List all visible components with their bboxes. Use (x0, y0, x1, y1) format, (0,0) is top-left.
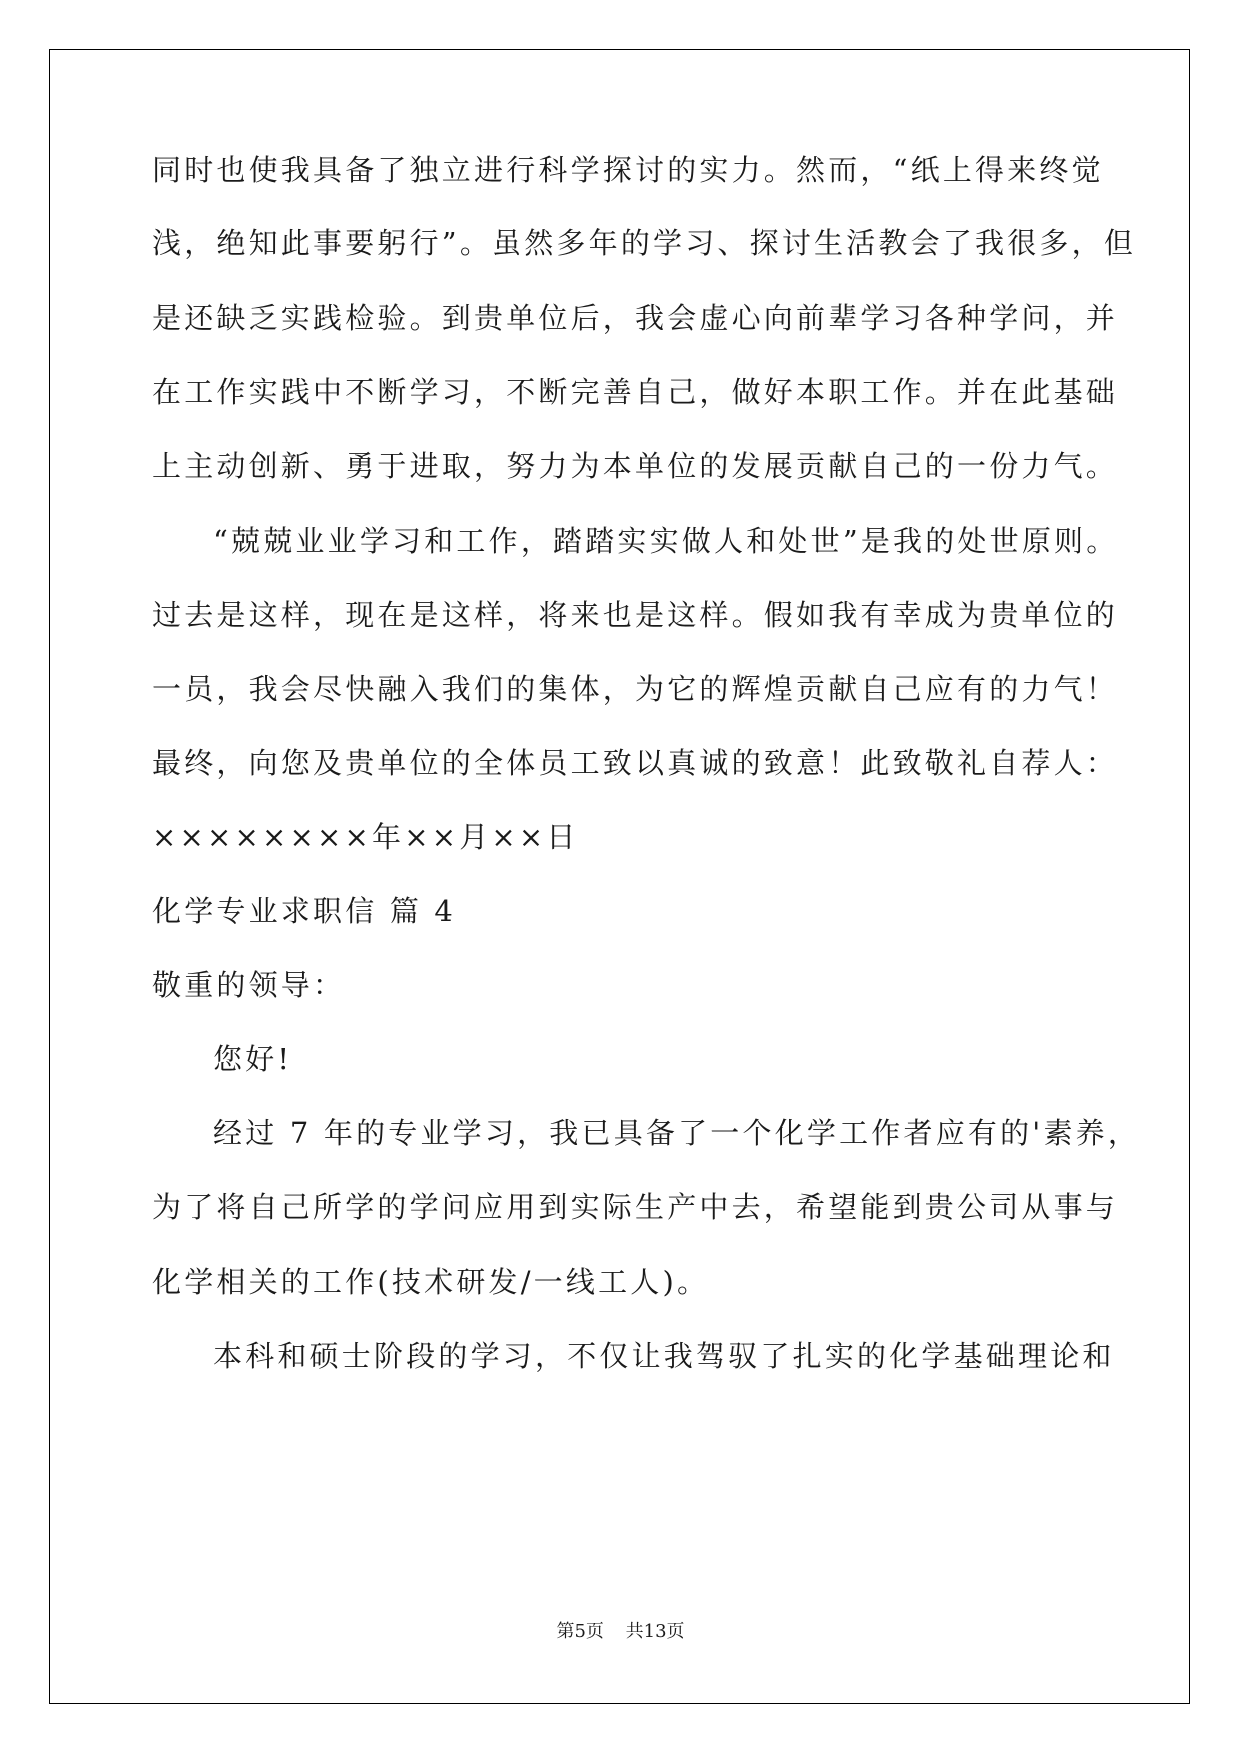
greeting: 您好! (213, 1042, 293, 1076)
paragraph-line: 是还缺乏实践检验。到贵单位后，我会虚心向前辈学习各种学问，并 (152, 301, 1119, 335)
paragraph-line: 在工作实践中不断学习，不断完善自己，做好本职工作。并在此基础 (152, 375, 1119, 409)
date-line: ××××××××年××月××日 (152, 820, 579, 854)
paragraph-line: 一员，我会尽快融入我们的集体，为它的辉煌贡献自己应有的力气！ (152, 672, 1119, 706)
salutation: 敬重的领导： (152, 968, 346, 1002)
page-number: 第5页 (556, 1621, 604, 1642)
page-border (49, 49, 1190, 1704)
section-heading: 化学专业求职信 篇 4 (152, 894, 457, 928)
page-total: 共13页 (625, 1621, 685, 1642)
paragraph-line: 上主动创新、勇于进取，努力为本单位的发展贡献自己的一份力气。 (152, 449, 1119, 483)
paragraph-line: 为了将自己所学的学问应用到实际生产中去，希望能到贵公司从事与 (152, 1190, 1119, 1224)
paragraph-line: “兢兢业业学习和工作，踏踏实实做人和处世”是我的处世原则。 (213, 524, 1119, 558)
paragraph-line: 经过 7 年的专业学习，我已具备了一个化学工作者应有的'素养， (213, 1116, 1141, 1150)
paragraph-line: 浅，绝知此事要躬行”。虽然多年的学习、探讨生活教会了我很多，但 (152, 226, 1137, 260)
paragraph-line: 化学相关的工作(技术研发/一线工人)。 (152, 1265, 710, 1299)
paragraph-line: 同时也使我具备了独立进行科学探讨的实力。然而，“纸上得来终觉 (152, 153, 1104, 187)
page-footer (0, 1621, 1241, 1643)
paragraph-line: 最终，向您及贵单位的全体员工致以真诚的致意！此致敬礼自荐人： (152, 746, 1119, 780)
paragraph-line: 过去是这样，现在是这样，将来也是这样。假如我有幸成为贵单位的 (152, 598, 1119, 632)
paragraph-line: 本科和硕士阶段的学习，不仅让我驾驭了扎实的化学基础理论和 (213, 1339, 1115, 1373)
